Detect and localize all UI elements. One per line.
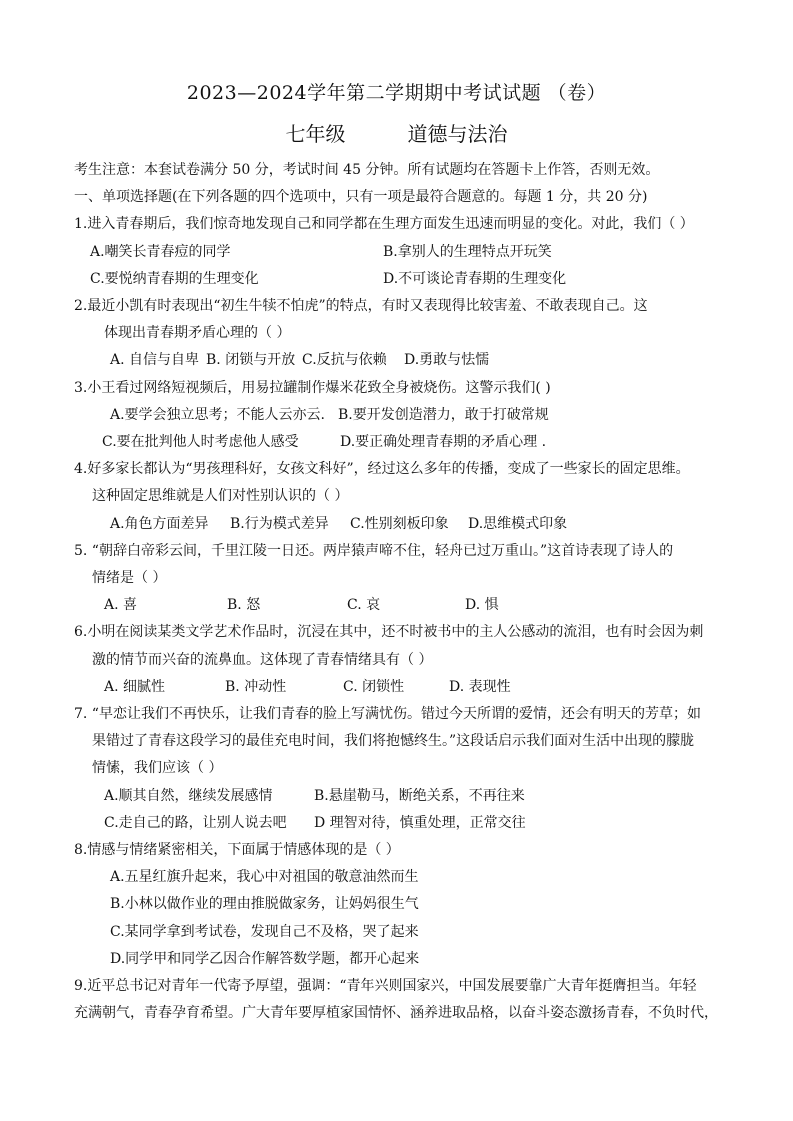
question-2-options <box>74 347 744 374</box>
q5-option-d: D. 惧 <box>465 597 499 614</box>
q5-option-a: A. 喜 <box>104 597 138 614</box>
exam-notice: 考生注意：本套试卷满分 50 分，考试时间 45 分钟。所有试题均在答题卡上作答，否则无效。 <box>74 162 660 178</box>
q3-option-b: B.要开发创造潜力，敢于打破常规 <box>338 406 549 423</box>
question-8-stem: 8.情感与情绪紧密相关，下面属于情感体现的是（ ） <box>74 842 400 859</box>
q7-option-c: C.走自己的路，让别人说去吧 <box>104 814 287 831</box>
exam-body <box>74 157 744 1028</box>
question-1-options-row2 <box>74 266 744 293</box>
q8-option-a: A.五星红旗升起来，我心中对祖国的敬意油然而生 <box>110 869 419 886</box>
question-4-stem-cont: 这种固定思维就是人们对性别认识的（ ） <box>92 488 349 505</box>
q2-option-b: B. 闭锁与开放 <box>206 352 296 369</box>
q1-option-d: D.不可谈论青春期的生理变化 <box>383 270 567 287</box>
q8-option-d: D.同学甲和同学乙因合作解答数学题，都开心起来 <box>110 950 420 967</box>
question-1-options-row1 <box>74 239 744 266</box>
question-7-stem: 7. “早恋让我们不再快乐，让我们青春的脸上写满忧伤。错过今天所谓的爱情，还会有明天的芳草；如 <box>74 706 701 723</box>
q3-option-a: A.要学会独立思考；不能人云亦云. <box>110 406 326 423</box>
q4-option-c: C.性别刻板印象 <box>350 515 449 532</box>
question-3-stem: 3.小王看过网络短视频后，用易拉罐制作爆米花致全身被烧伤。这警示我们( ) <box>74 379 551 396</box>
q3-option-c: C.要在批判他人时考虑他人感受 <box>102 434 299 451</box>
q5-option-b: B. 怒 <box>227 597 261 614</box>
q4-option-d: D.思维模式印象 <box>468 515 568 532</box>
q2-option-a: A. 自信与自卑 <box>110 352 200 369</box>
q6-option-c: C. 闭锁性 <box>343 678 405 695</box>
q6-option-a: A. 细腻性 <box>104 678 166 695</box>
question-5-stem: 5. “朝辞白帝彩云间，千里江陵一日还。两岸猿声啼不住，轻舟已过万重山。”这首诗表现了诗人的 <box>74 542 674 559</box>
question-2-stem: 2.最近小凯有时表现出“初生牛犊不怕虎”的特点，有时又表现得比较害羞、不敢表现自己。这 <box>74 298 648 315</box>
section-heading: 一、单项选择题(在下列各题的四个选项中，只有一项是最符合题意的。每题 1 分，共 20 分) <box>74 189 648 206</box>
exam-subtitle <box>0 118 793 147</box>
question-9-stem-cont: 充满朝气，青春孕育希望。广大青年要厚植家国情怀、涵养进取品格，以奋斗姿态激扬青春，不负时代， <box>74 1005 718 1022</box>
question-7-options-row1 <box>74 783 744 810</box>
question-7-stem-cont: 果错过了青春这段学习的最佳充电时间，我们将抱憾终生。”这段话启示我们面对生活中出现的朦胧 <box>92 733 695 750</box>
q2-option-d: D.勇敢与怯懦 <box>404 352 490 369</box>
question-3-options-row2 <box>74 429 744 456</box>
question-2-stem-cont: 体现出青春期矛盾心理的（ ） <box>104 325 291 342</box>
subject-label: 道德与法治 <box>407 122 508 146</box>
q7-option-a: A.顺其自然，继续发展感情 <box>104 787 273 804</box>
q6-option-d: D. 表现性 <box>449 678 511 695</box>
q7-option-b: B.悬崖勒马，断绝关系，不再往来 <box>314 787 525 804</box>
question-9-stem: 9.近平总书记对青年一代寄予厚望，强调：“青年兴则国家兴，中国发展要靠广大青年挺膺担当。年轻 <box>74 978 697 995</box>
q6-option-b: B. 冲动性 <box>225 678 287 695</box>
q4-option-b: B.行为模式差异 <box>230 515 329 532</box>
q7-option-d: D 理智对待，慎重处理，正常交往 <box>314 814 526 831</box>
question-3-options-row1 <box>74 402 744 429</box>
q4-option-a: A.角色方面差异 <box>110 515 209 532</box>
q2-option-c: C.反抗与依赖 <box>302 352 387 369</box>
question-6-stem: 6.小明在阅读某类文学艺术作品时，沉浸在其中，还不时被书中的主人公感动的流泪，也有时会因为刺 <box>74 624 704 641</box>
q8-option-c: C.某同学拿到考试卷，发现自己不及格，哭了起来 <box>110 923 419 940</box>
question-4-stem: 4.好多家长都认为“男孩理科好，女孩文科好”，经过这么多年的传播，变成了一些家长的固定思维。 <box>74 461 690 478</box>
q1-option-a: A.嘲笑长青春痘的同学 <box>90 243 231 260</box>
question-5-options <box>74 592 744 619</box>
question-7-stem-cont2: 情愫，我们应该（ ） <box>92 760 223 777</box>
q8-option-b: B.小林以做作业的理由推脱做家务，让妈妈很生气 <box>110 896 419 913</box>
q1-option-b: B.拿别人的生理特点开玩笑 <box>383 243 552 260</box>
question-7-options-row2 <box>74 810 744 837</box>
question-6-options <box>74 674 744 701</box>
question-1-stem: 1.进入青春期后，我们惊奇地发现自己和同学都在生理方面发生迅速而明显的变化。对此，我们（ ） <box>74 216 694 233</box>
q1-option-c: C.要悦纳青春期的生理变化 <box>90 270 259 287</box>
question-6-stem-cont: 激的情节而兴奋的流鼻血。这体现了青春情绪具有（ ） <box>92 651 433 668</box>
question-4-options <box>74 511 744 538</box>
q5-option-c: C. 哀 <box>347 597 381 614</box>
exam-title: 2023—2024学年第二学期期中考试试题 （卷） <box>186 82 607 104</box>
grade-label: 七年级 <box>285 122 346 146</box>
question-5-stem-cont: 情绪是（ ） <box>92 570 167 587</box>
q3-option-d: D.要正确处理青春期的矛盾心理 . <box>340 434 547 451</box>
